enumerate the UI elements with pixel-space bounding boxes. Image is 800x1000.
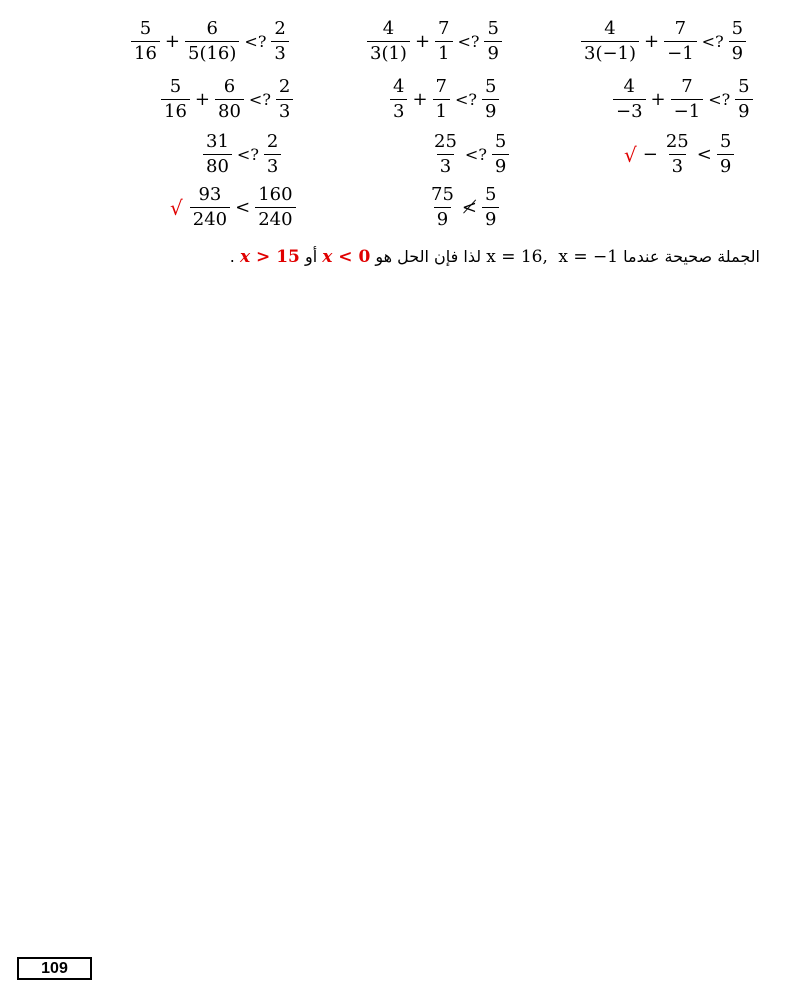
question-less-than: <? bbox=[455, 90, 477, 109]
fraction: $\frac{5}{16}$ bbox=[131, 20, 160, 63]
plus-sign: + bbox=[644, 31, 660, 52]
c2-r4-expression bbox=[425, 186, 502, 229]
math-x-lt-0: x < 0 bbox=[322, 247, 371, 267]
fraction: $\frac{5}{9}$ bbox=[717, 133, 734, 176]
fraction: $\frac{4}{3(1)}$ bbox=[367, 20, 410, 63]
c1-r1-expression bbox=[128, 20, 292, 63]
fraction: $\frac{4}{3(-1)}$ bbox=[581, 20, 639, 63]
less-than: < bbox=[696, 144, 712, 165]
question-less-than: <? bbox=[244, 32, 267, 51]
fraction: $\frac{5}{9}$ bbox=[482, 78, 499, 121]
conclusion-sentence: الجملة صحيحة عندما x = −1 , x = 16 لذا فإن الحل هو x < 0 أو x > 15 . bbox=[229, 247, 760, 267]
c2-r2-expression bbox=[387, 78, 502, 121]
plus-sign: + bbox=[650, 89, 666, 110]
fraction: $\frac{7}{-1}$ bbox=[671, 78, 704, 121]
c3-r2-expression bbox=[610, 78, 756, 121]
fraction: $\frac{5}{9}$ bbox=[729, 20, 746, 63]
page-number: 109 bbox=[17, 957, 92, 980]
fraction: $\frac{6}{5(16)}$ bbox=[185, 20, 239, 63]
question-less-than: <? bbox=[701, 32, 724, 51]
fraction: $\frac{5}{9}$ bbox=[482, 186, 499, 229]
fraction: $\frac{4}{3}$ bbox=[390, 78, 407, 121]
check-mark-icon: √ bbox=[624, 142, 637, 167]
c1-r2-expression bbox=[158, 78, 296, 121]
fraction: $\frac{2}{3}$ bbox=[276, 78, 293, 121]
fraction: $\frac{5}{9}$ bbox=[484, 20, 501, 63]
fraction: $\frac{2}{3}$ bbox=[264, 133, 281, 176]
minus-sign: − bbox=[642, 144, 658, 165]
math-x-eq-minus-1: x = −1 bbox=[558, 247, 619, 267]
c1-r3-expression bbox=[200, 133, 284, 176]
plus-sign: + bbox=[194, 89, 210, 110]
fraction: $\frac{25}{3}$ bbox=[665, 131, 689, 177]
plus-sign: + bbox=[414, 31, 431, 52]
question-less-than: <? bbox=[464, 145, 487, 164]
plus-sign: + bbox=[412, 89, 428, 110]
c2-r3-expression bbox=[428, 133, 512, 176]
math-x-eq-16: x = 16 bbox=[486, 247, 543, 267]
plus-sign: + bbox=[164, 31, 180, 52]
fraction: $\frac{7}{-1}$ bbox=[664, 20, 697, 63]
math-x-gt-15: x > 15 bbox=[239, 247, 300, 267]
fraction: $\frac{2}{3}$ bbox=[271, 20, 288, 63]
not-less-than: ≮ bbox=[461, 197, 477, 218]
c2-r1-expression bbox=[364, 20, 505, 63]
fraction: $\frac{93}{240}$ bbox=[190, 186, 230, 229]
fraction: $\frac{5}{9}$ bbox=[735, 78, 752, 121]
fraction: $\frac{31}{80}$ bbox=[203, 133, 232, 176]
fraction: $\frac{5}{16}$ bbox=[161, 78, 190, 121]
fraction: $\frac{7}{1}$ bbox=[433, 78, 450, 121]
question-less-than: <? bbox=[236, 145, 259, 164]
fraction: $\frac{75}{9}$ bbox=[431, 184, 454, 230]
c1-r4-expression bbox=[170, 186, 299, 229]
fraction: $\frac{160}{240}$ bbox=[255, 186, 295, 229]
fraction: $\frac{6}{80}$ bbox=[215, 78, 244, 121]
question-less-than: <? bbox=[708, 90, 731, 109]
fraction: $\frac{25}{3}$ bbox=[434, 131, 457, 177]
check-mark-icon: √ bbox=[170, 195, 183, 220]
question-less-than: <? bbox=[457, 32, 480, 51]
less-than: < bbox=[235, 197, 251, 218]
fraction: $\frac{5}{9}$ bbox=[492, 133, 509, 176]
c3-r3-expression bbox=[624, 133, 737, 176]
fraction: $\frac{4}{-3}$ bbox=[613, 78, 646, 121]
fraction: $\frac{7}{1}$ bbox=[435, 20, 452, 63]
question-less-than: <? bbox=[248, 90, 271, 109]
c3-r1-expression bbox=[578, 20, 749, 63]
